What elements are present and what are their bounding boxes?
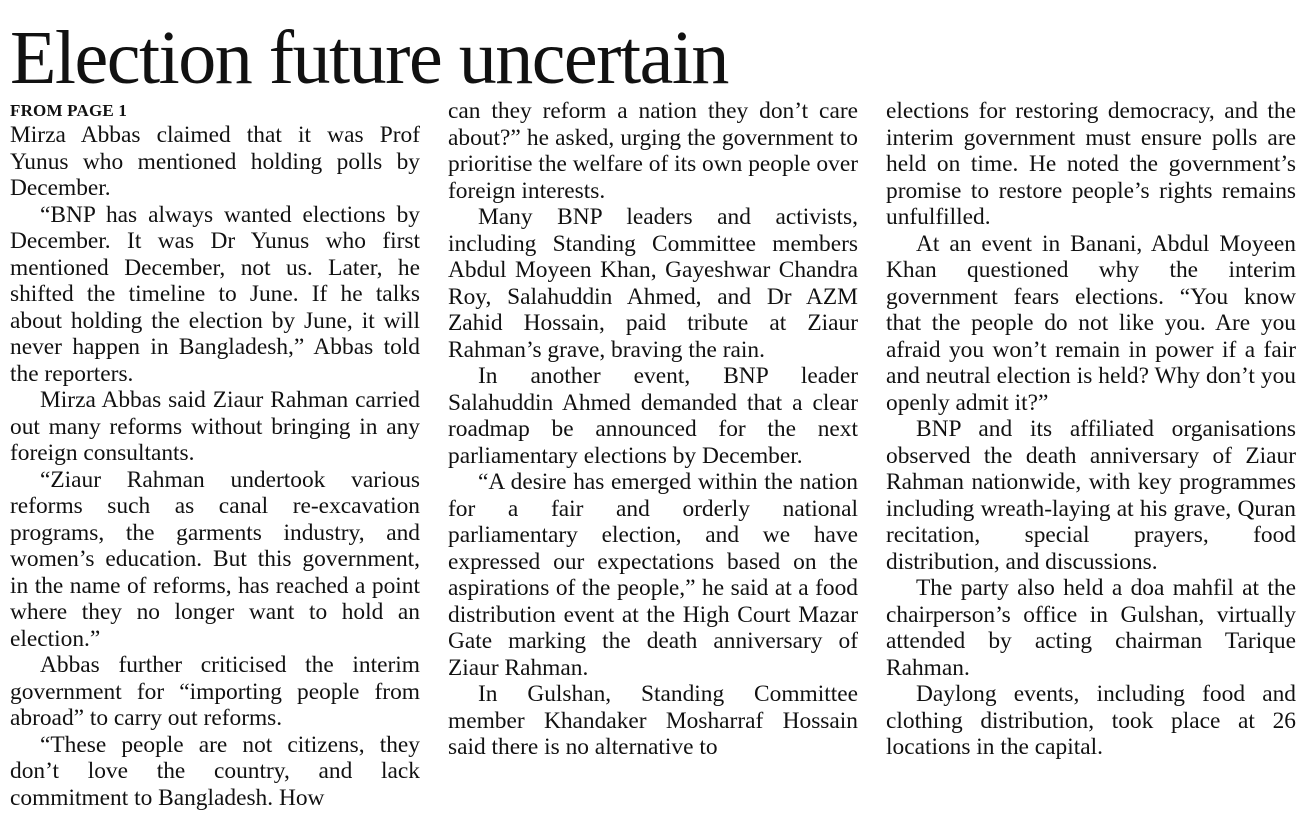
paragraph: Mirza Abbas said Ziaur Rahman carried out many reforms without bringing in any foreign consultants.	[10, 387, 420, 466]
paragraph: At an event in Banani, Abdul Moyeen Khan questioned why the interim government fears elections. “You know that the people do not like you. Are you afraid you won’t remain in power if a fair and neutral election is held? Why don’t you openly admit it?”	[886, 230, 1296, 416]
paragraph: “A desire has emerged within the nation for a fair and orderly national parliamentary election, and we have expressed our expectations based on the aspirations of the people,” he said at a food distribution event at the High Court Mazar Gate marking the death anniversary of Ziaur Rahman.	[448, 469, 858, 681]
headline: Election future uncertain	[10, 16, 728, 100]
article-column-2	[448, 98, 858, 826]
paragraph: “These people are not citizens, they don’t love the country, and lack commitment to Bangladesh. How	[10, 731, 420, 811]
article-column-3	[886, 98, 1296, 826]
jump-label: FROM PAGE 1	[10, 101, 128, 120]
paragraph: In Gulshan, Standing Committee member Khandaker Mosharraf Hossain said there is no alternative to	[448, 681, 858, 760]
paragraph: Daylong events, including food and clothing distribution, took place at 26 locations in the capital.	[886, 681, 1296, 760]
paragraph: “Ziaur Rahman undertook various reforms such as canal re-excavation programs, the garments industry, and women’s education. But this government, in the name of reforms, has reached a point where they no longer want to hold an election.”	[10, 466, 420, 652]
paragraph: BNP and its affiliated organisations observed the death anniversary of Ziaur Rahman nationwide, with key programmes including wreath-laying at his grave, Quran recitation, special prayers, food distribution, and discussions.	[886, 416, 1296, 575]
paragraph: The party also held a doa mahfil at the chairperson’s office in Gulshan, virtually attended by acting chairman Tarique Rahman.	[886, 575, 1296, 681]
paragraph: Abbas further criticised the interim government for “importing people from abroad” to carry out reforms.	[10, 652, 420, 731]
paragraph: “BNP has always wanted elections by December. It was Dr Yunus who first mentioned December, not us. Later, he shifted the timeline to June. If he talks about holding the election by June, it will never happen in Bangladesh,” Abbas told the reporters.	[10, 201, 420, 387]
paragraph: Many BNP leaders and activists, including Standing Committee members Abdul Moyeen Khan, Gayeshwar Chandra Roy, Salahuddin Ahmed, and Dr AZM Zahid Hossain, paid tribute at Ziaur Rahman’s grave, braving the rain.	[448, 204, 858, 363]
article-column-1	[10, 98, 420, 826]
paragraph: Mirza Abbas claimed that it was Prof Yunus who mentioned holding polls by December.	[10, 122, 420, 201]
paragraph-continued: elections for restoring democracy, and the interim government must ensure polls are held on time. He noted the government’s promise to restore people’s rights remains unfulfilled.	[886, 98, 1296, 230]
paragraph-continued: can they reform a nation they don’t care about?” he asked, urging the government to prioritise the welfare of its own people over foreign interests.	[448, 98, 858, 204]
paragraph: In another event, BNP leader Salahuddin Ahmed demanded that a clear roadmap be announced for the next parliamentary elections by December.	[448, 363, 858, 469]
